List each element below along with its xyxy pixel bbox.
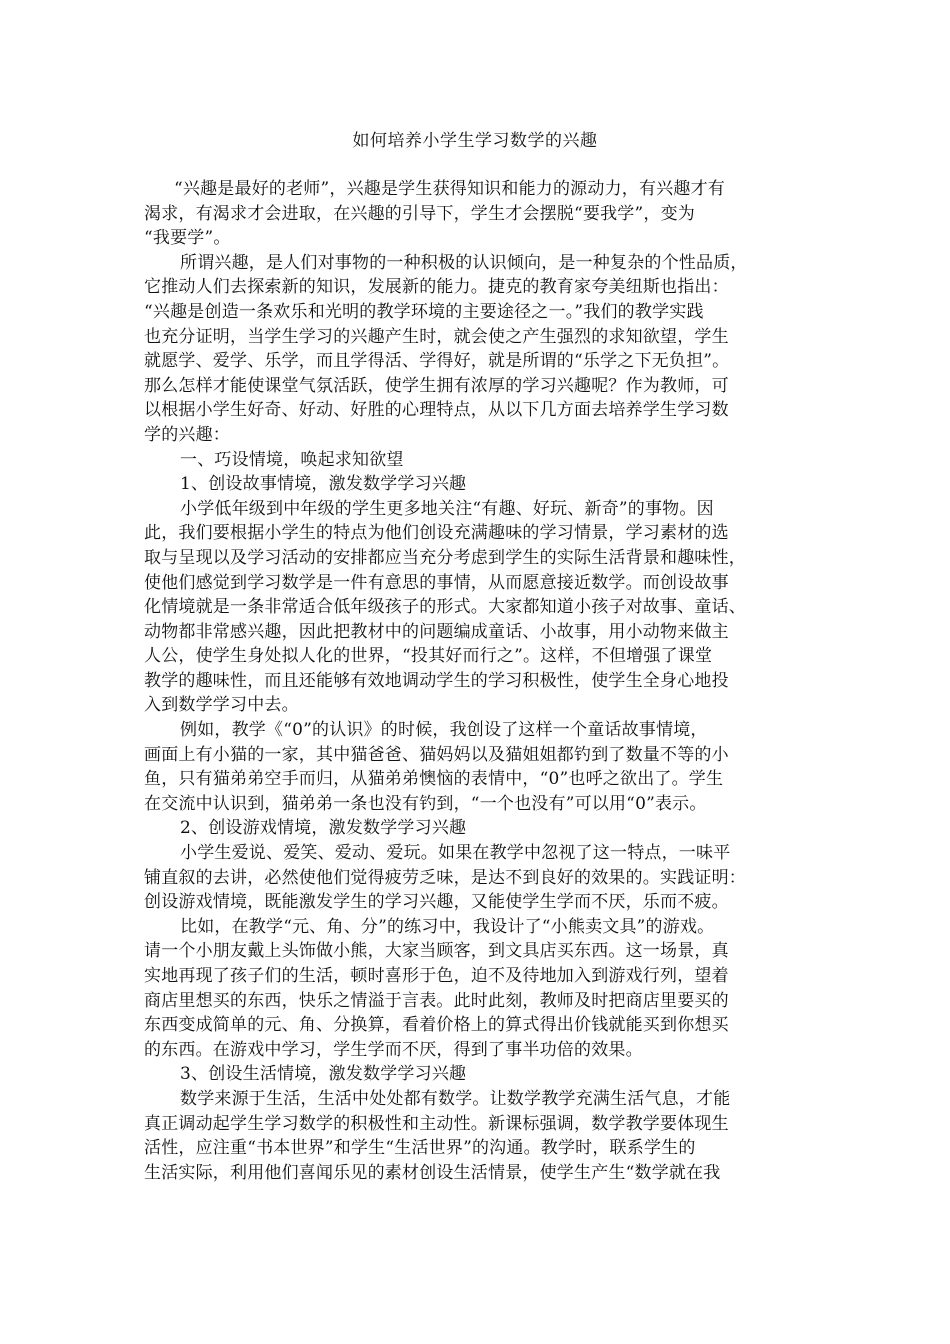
text-line: 小学生爱说、爱笑、爱动、爱玩。如果在教学中忽视了这一特点，一味平 (180, 843, 731, 864)
document-title: 如何培养小学生学习数学的兴趣 (352, 131, 598, 151)
text-line: 铺直叙的去讲，必然使他们觉得疲劳乏味，是达不到良好的效果的。实践证明： (144, 867, 746, 888)
text-line: 渴求，有渴求才会进取，在兴趣的引导下，学生才会摆脱“要我学”，变为 (144, 203, 695, 224)
text-line: 商店里想买的东西，快乐之情溢于言表。此时此刻，教师及时把商店里要买的 (144, 990, 729, 1011)
text-line: “我要学”。 (144, 228, 231, 249)
text-line: 学的兴趣： (144, 424, 230, 445)
text-line: 教学的趣味性，而且还能够有效地调动学生的学习积极性，使学生全身心地投 (144, 670, 729, 691)
text-line: “兴趣是最好的老师”，兴趣是学生获得知识和能力的源动力，有兴趣才有 (174, 179, 725, 199)
text-line: “兴趣是创造一条欢乐和光明的教学环境的主要途径之一。”我们的教学实践 (144, 301, 704, 322)
text-line: 以根据小学生好奇、好动、好胜的心理特点，从以下几方面去培养学生学习数 (144, 400, 729, 421)
text-line: 活性，应注重“书本世界”和学生“生活世界”的沟通。教学时，联系学生的 (144, 1138, 696, 1159)
text-line: 创设游戏情境，既能激发学生的学习兴趣，又能使学生学而不厌，乐而不疲。 (144, 892, 729, 913)
text-line: 东西变成简单的元、角、分换算，看着价格上的算式得出价钱就能买到你想买 (144, 1015, 729, 1036)
text-line: 的东西。在游戏中学习，学生学而不厌，得到了事半功倍的效果。 (144, 1039, 643, 1060)
text-line: 它推动人们去探索新的知识，发展新的能力。捷克的教育家夸美纽斯也指出： (144, 277, 729, 298)
text-line: 入到数学学习中去。 (144, 695, 299, 716)
subsection-heading: 3、创设生活情境，激发数学学习兴趣 (180, 1064, 467, 1085)
text-line: 人公，使学生身处拟人化的世界，“投其好而行之”。这样，不但增强了课堂 (144, 646, 713, 667)
text-line: 比如，在教学“元、角、分”的练习中，我设计了“小熊卖文具”的游戏。 (180, 916, 715, 937)
text-line: 此，我们要根据小学生的特点为他们创设充满趣味的学习情景，学习素材的选 (144, 523, 729, 544)
text-line: 也充分证明，当学生学习的兴趣产生时，就会使之产生强烈的求知欲望，学生 (144, 326, 729, 347)
text-line: 动物都非常感兴趣，因此把教材中的问题编成童话、小故事，用小动物来做主 (144, 621, 729, 642)
document-body (144, 177, 824, 1185)
text-line: 那么怎样才能使课堂气氛活跃，使学生拥有浓厚的学习兴趣呢？作为教师，可 (144, 375, 729, 396)
text-line: 取与呈现以及学习活动的安排都应当充分考虑到学生的实际生活背景和趣味性， (144, 547, 746, 568)
text-line: 化情境就是一条非常适合低年级孩子的形式。大家都知道小孩子对故事、童话、 (144, 597, 746, 618)
text-line: 请一个小朋友戴上头饰做小熊，大家当顾客，到文具店买东西。这一场景，真 (144, 941, 729, 962)
text-line: 就愿学、爱学、乐学，而且学得活、学得好，就是所谓的“乐学之下无负担”。 (144, 351, 730, 372)
text-line: 鱼，只有猫弟弟空手而归，从猫弟弟懊恼的表情中，“0”也呼之欲出了。学生 (144, 769, 724, 790)
text-line: 实地再现了孩子们的生活，顿时喜形于色，迫不及待地加入到游戏行列，望着 (144, 966, 729, 986)
text-line: 真正调动起学生学习数学的积极性和主动性。新课标强调，数学教学要体现生 (144, 1113, 729, 1134)
section-heading: 一、巧设情境，唤起求知欲望 (180, 449, 404, 470)
text-line: 小学低年级到中年级的学生更多地关注“有趣、好玩、新奇”的事物。因 (180, 498, 714, 519)
text-line: 使他们感觉到学习数学是一件有意思的事情，从而愿意接近数学。而创设故事 (144, 572, 729, 593)
text-line: 画面上有小猫的一家，其中猫爸爸、猫妈妈以及猫姐姐都钓到了数量不等的小 (144, 744, 729, 765)
text-line: 生活实际，利用他们喜闻乐见的素材创设生活情景，使学生产生“数学就在我 (144, 1162, 721, 1183)
subsection-heading: 2、创设游戏情境，激发数学学习兴趣 (180, 818, 467, 839)
text-line: 所谓兴趣，是人们对事物的一种积极的认识倾向，是一种复杂的个性品质， (180, 252, 748, 273)
text-line: 例如，教学《“0”的认识》的时候，我创设了这样一个童话故事情境， (180, 720, 708, 741)
subsection-heading: 1、创设故事情境，激发数学学习兴趣 (180, 474, 467, 495)
text-line: 数学来源于生活，生活中处处都有数学。让数学教学充满生活气息，才能 (180, 1088, 731, 1109)
text-line: 在交流中认识到，猫弟弟一条也没有钓到，“一个也没有”可以用“0”表示。 (144, 793, 707, 814)
